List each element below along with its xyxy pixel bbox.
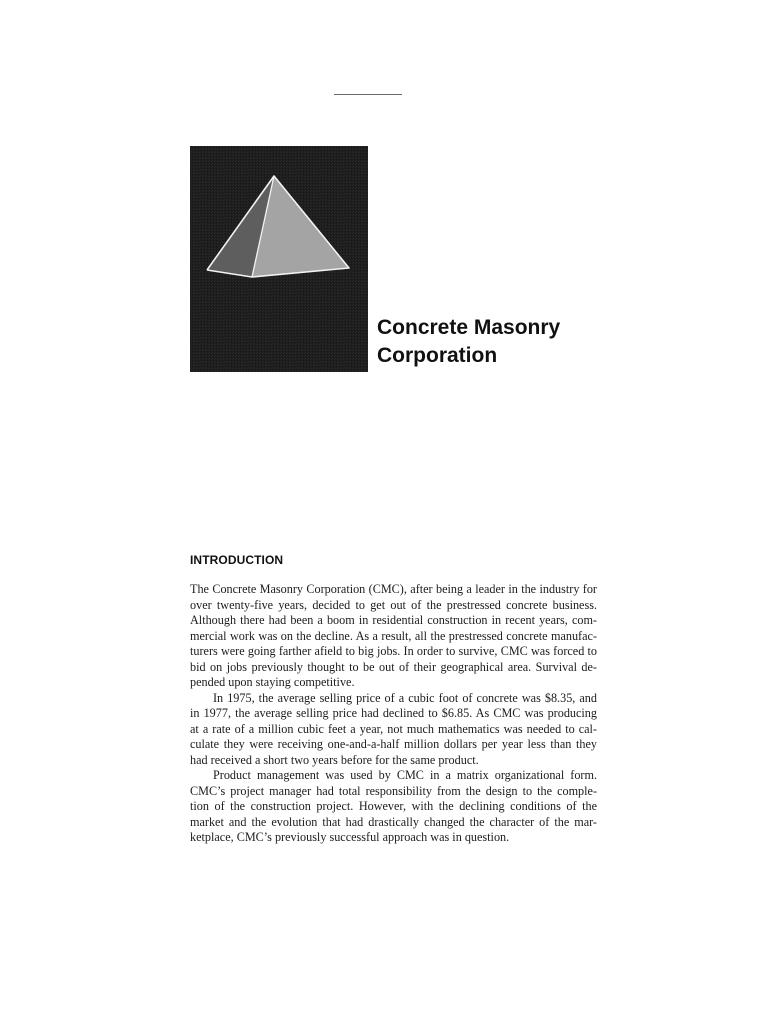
chapter-title-line: Corporation [377, 344, 498, 367]
paragraph [190, 582, 597, 691]
text-line: mercial work was on the decline. As a result, all the prestressed concrete manufac- [190, 628, 597, 643]
chapter-illustration [190, 146, 368, 372]
paragraph [190, 691, 597, 769]
text-line: culate they were receiving one-and-a-half million dollars per year less than they [190, 737, 597, 751]
text-line: In 1975, the average selling price of a cubic foot of concrete was $8.35, and [213, 690, 597, 705]
text-line: CMC’s project manager had total responsibility from the design to the comple- [190, 783, 597, 798]
text-line: pended upon staying competitive. [190, 675, 355, 689]
text-line: Although there had been a boom in residential construction in recent years, com- [190, 613, 597, 627]
text-line: turers were going farther afield to big jobs. In order to survive, CMC was forced to [190, 644, 597, 658]
text-line: Product management was used by CMC in a matrix organizational form. [213, 768, 597, 782]
text-line: market and the evolution that had drastically changed the character of the mar- [190, 814, 597, 829]
text-line: in 1977, the average selling price had declined to $6.85. As CMC was producing [190, 706, 597, 720]
header-rule [334, 94, 402, 95]
pyramid-icon [190, 146, 368, 372]
chapter-title [377, 314, 560, 370]
text-line: tion of the construction project. However, with the declining conditions of the [190, 799, 597, 813]
text-line: had received a short two years before for the same product. [190, 752, 479, 767]
text-line: ketplace, CMC’s previously successful approach was in question. [190, 830, 510, 844]
text-line: over twenty-five years, decided to get out of the prestressed concrete business. [190, 597, 597, 612]
chapter-title-line: Concrete Masonry [377, 316, 561, 339]
text-line: The Concrete Masonry Corporation (CMC), after being a leader in the industry for [190, 582, 597, 596]
body-text [190, 582, 597, 846]
section-heading: INTRODUCTION [190, 553, 284, 567]
paragraph [190, 768, 597, 846]
text-line: at a rate of a million cubic feet a year, not much mathematics was needed to cal- [190, 721, 597, 736]
text-line: bid on jobs previously thought to be out of their geographical area. Survival de- [190, 659, 597, 674]
